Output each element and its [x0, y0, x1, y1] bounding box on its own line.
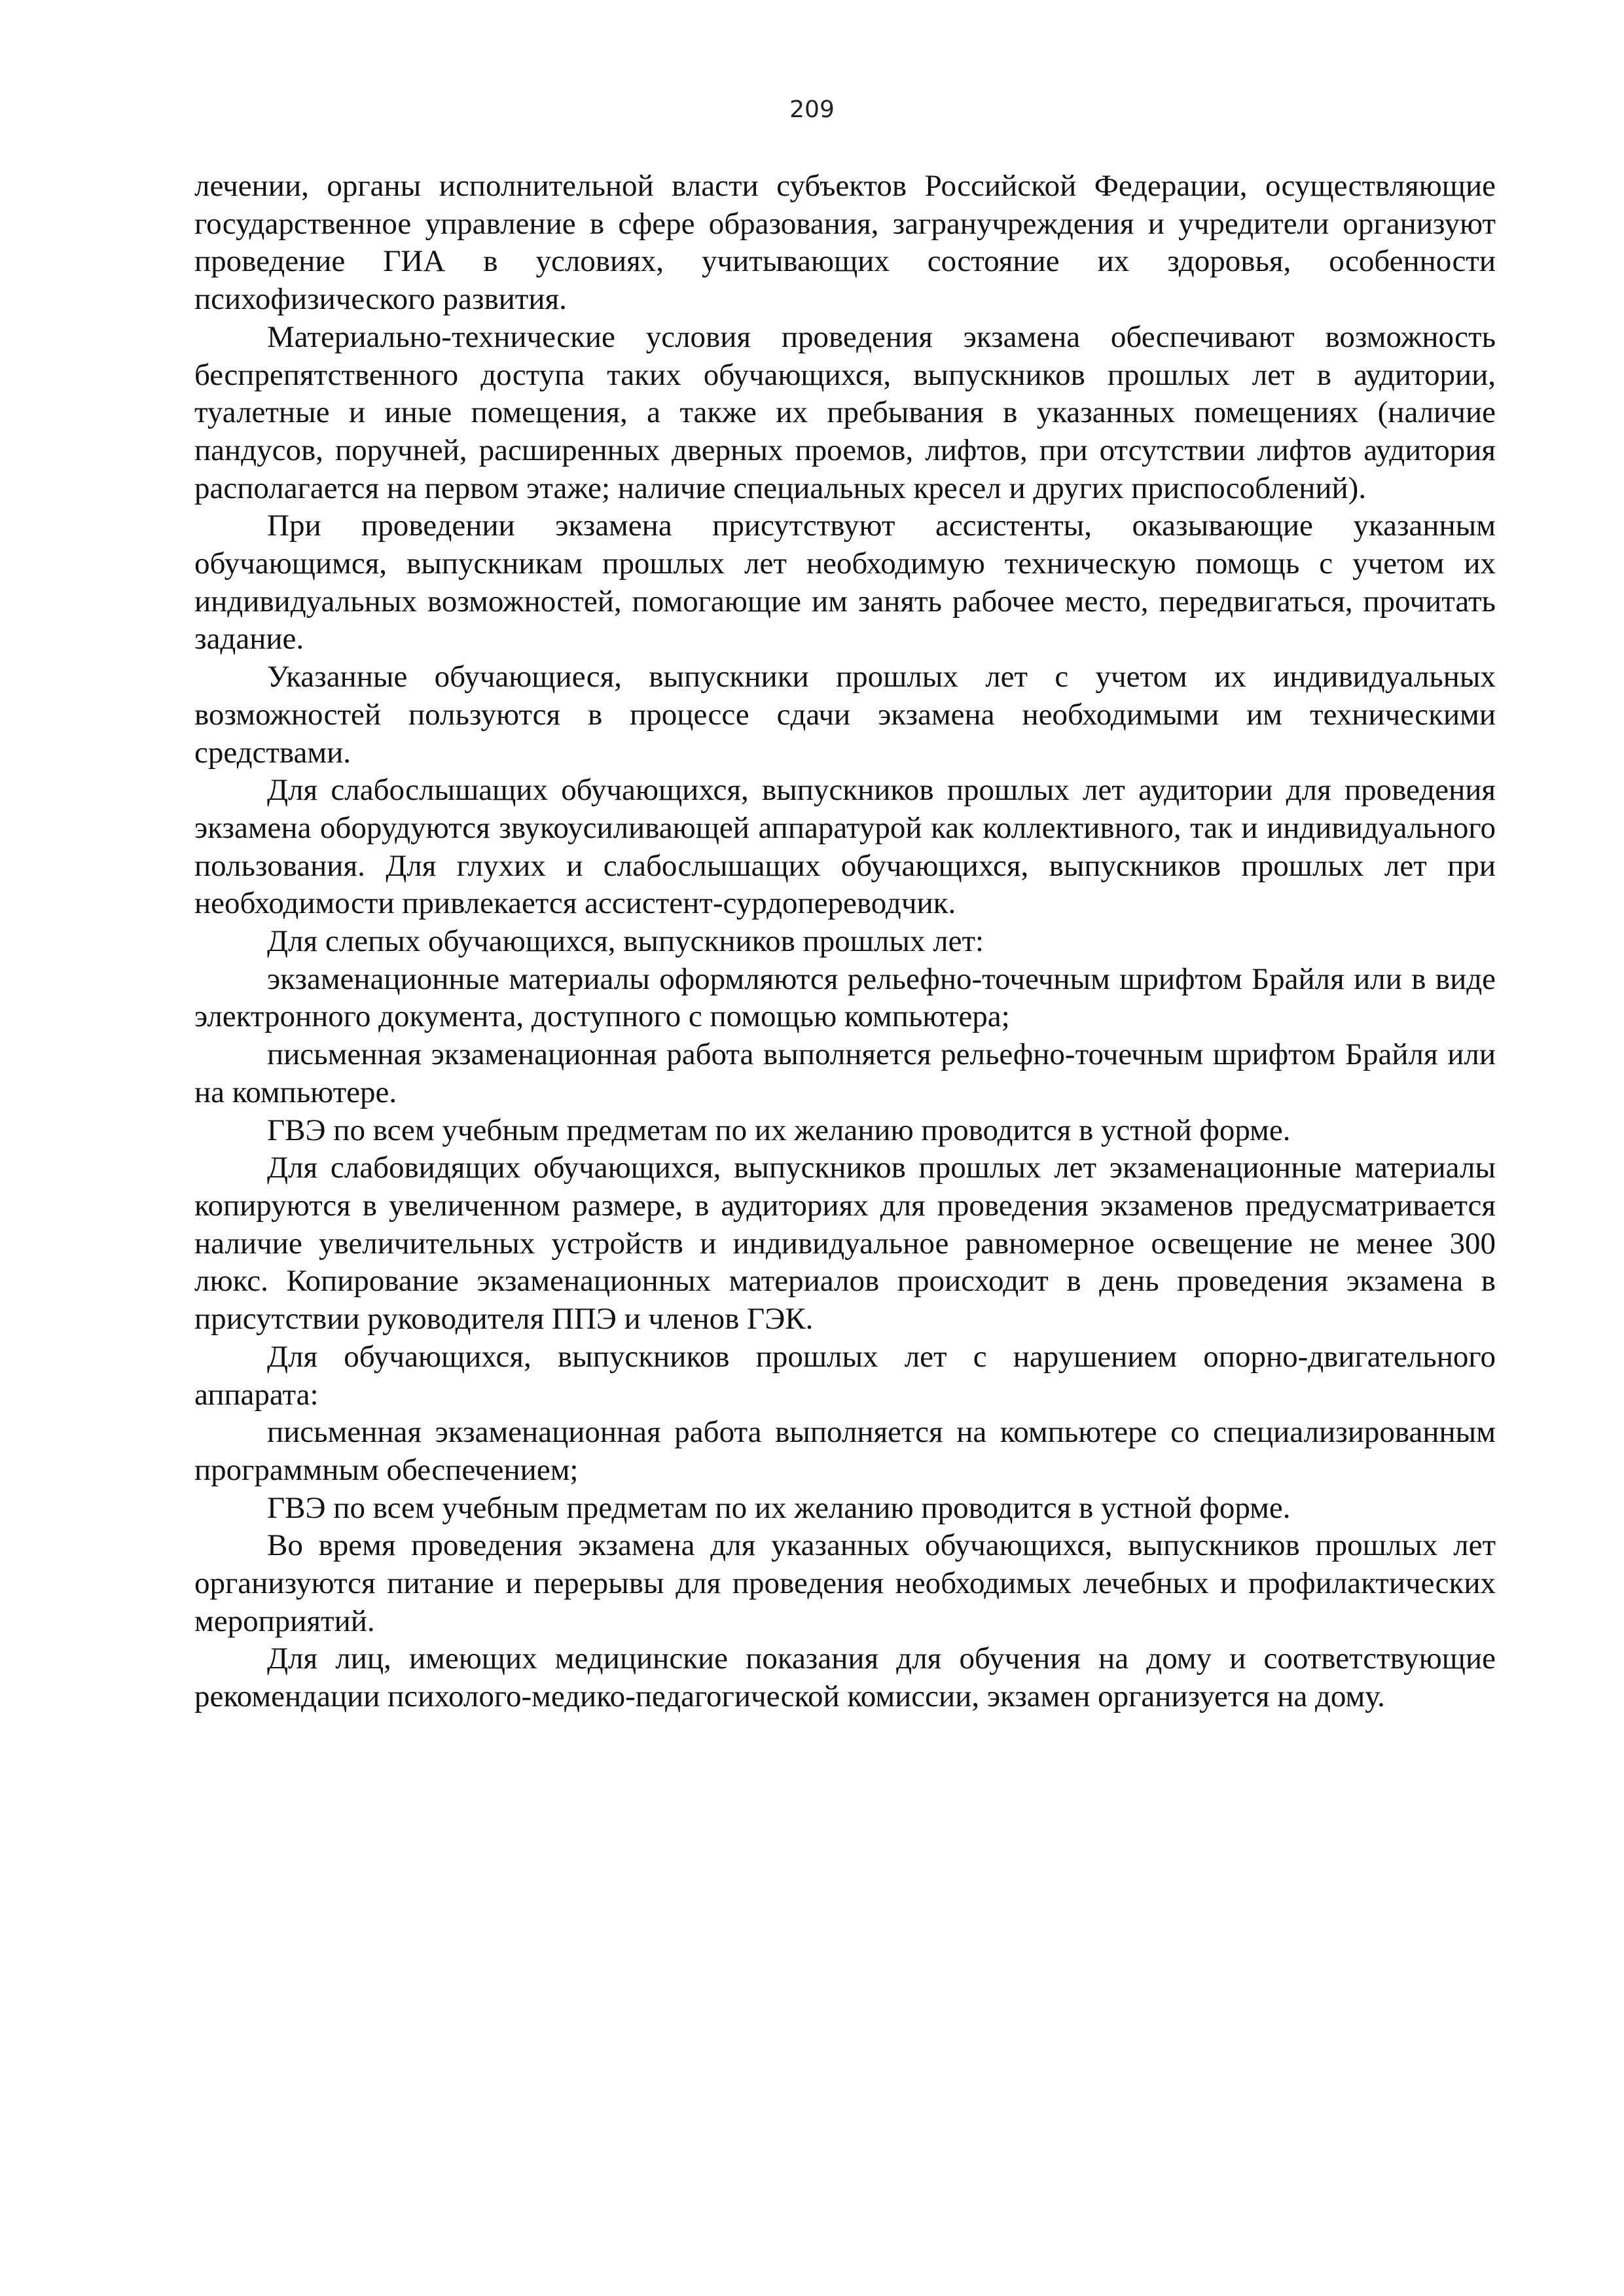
paragraph-visually-impaired: Для слабовидящих обучающихся, выпускников прошлых лет экзаменационные материалы копируются в увеличенном размере, в аудиториях для проведения экзаменов предусматривается наличие увеличительных устройств и индивидуальное равномерное освещение не менее 300 люкс. Копирование экзаменационных материалов происходит в день проведения экзамена в присутствии руководителя ППЭ и членов ГЭК. [194, 1151, 1496, 1336]
document-body [194, 168, 1496, 1716]
paragraph-meals-breaks: Во время проведения экзамена для указанных обучающихся, выпускников прошлых лет организуются питание и перерывы для проведения необходимых лечебных и профилактических мероприятий. [194, 1528, 1496, 1638]
paragraph-assistants: При проведении экзамена присутствуют ассистенты, оказывающие указанным обучающимся, выпускникам прошлых лет необходимую техническую помощь с учетом их индивидуальных возможностей, помогающие им занять рабочее место, передвигаться, прочитать задание. [194, 509, 1496, 656]
paragraph-blind-oral-exam: ГВЭ по всем учебным предметам по их желанию проводится в устной форме. [267, 1113, 1291, 1147]
page-number: 209 [789, 96, 835, 123]
paragraph-musculoskeletal-written-work: письменная экзаменационная работа выполняется на компьютере со специализированным программным обеспечением; [194, 1415, 1496, 1487]
paragraph-blind-intro: Для слепых обучающихся, выпускников прошлых лет: [267, 924, 984, 959]
paragraph-blind-materials: экзаменационные материалы оформляются рельефно-точечным шрифтом Брайля или в виде электронного документа, доступного с помощью компьютера; [194, 961, 1496, 1034]
paragraph-continuation: лечении, органы исполнительной власти субъектов Российской Федерации, осуществляющие государственное управление в сфере образования, загранучреждения и учредители организуют проведение ГИА в условиях, учитывающих состояние их здоровья, особенности психофизического развития. [194, 169, 1496, 317]
paragraph-material-conditions: Материально-технические условия проведения экзамена обеспечивают возможность беспрепятственного доступа таких обучающихся, выпускников прошлых лет в аудитории, туалетные и иные помещения, а также их пребывания в указанных помещениях (наличие пандусов, поручней, расширенных дверных проемов, лифтов, при отсутствии лифтов аудитория располагается на первом этаже; наличие специальных кресел и других приспособлений). [194, 319, 1496, 505]
paragraph-musculoskeletal-oral-exam: ГВЭ по всем учебным предметам по их желанию проводится в устной форме. [267, 1490, 1291, 1525]
paragraph-musculoskeletal-intro: Для обучающихся, выпускников прошлых лет с нарушением опорно-двигательного аппарата: [194, 1339, 1496, 1412]
paragraph-technical-means: Указанные обучающиеся, выпускники прошлых лет с учетом их индивидуальных возможностей пользуются в процессе сдачи экзамена необходимыми им техническими средствами. [194, 660, 1496, 770]
paragraph-home-exam: Для лиц, имеющих медицинские показания для обучения на дому и соответствующие рекомендации психолого-медико-педагогической комиссии, экзамен организуется на дому. [194, 1641, 1496, 1714]
paragraph-blind-written-work: письменная экзаменационная работа выполняется рельефно-точечным шрифтом Брайля или на компьютере. [194, 1037, 1496, 1109]
paragraph-hearing-impaired: Для слабослышащих обучающихся, выпускников прошлых лет аудитории для проведения экзамена оборудуются звукоусиливающей аппаратурой как коллективного, так и индивидуального пользования. Для глухих и слабослышащих обучающихся, выпускников прошлых лет при необходимости привлекается ассистент-сурдопереводчик. [194, 773, 1496, 921]
